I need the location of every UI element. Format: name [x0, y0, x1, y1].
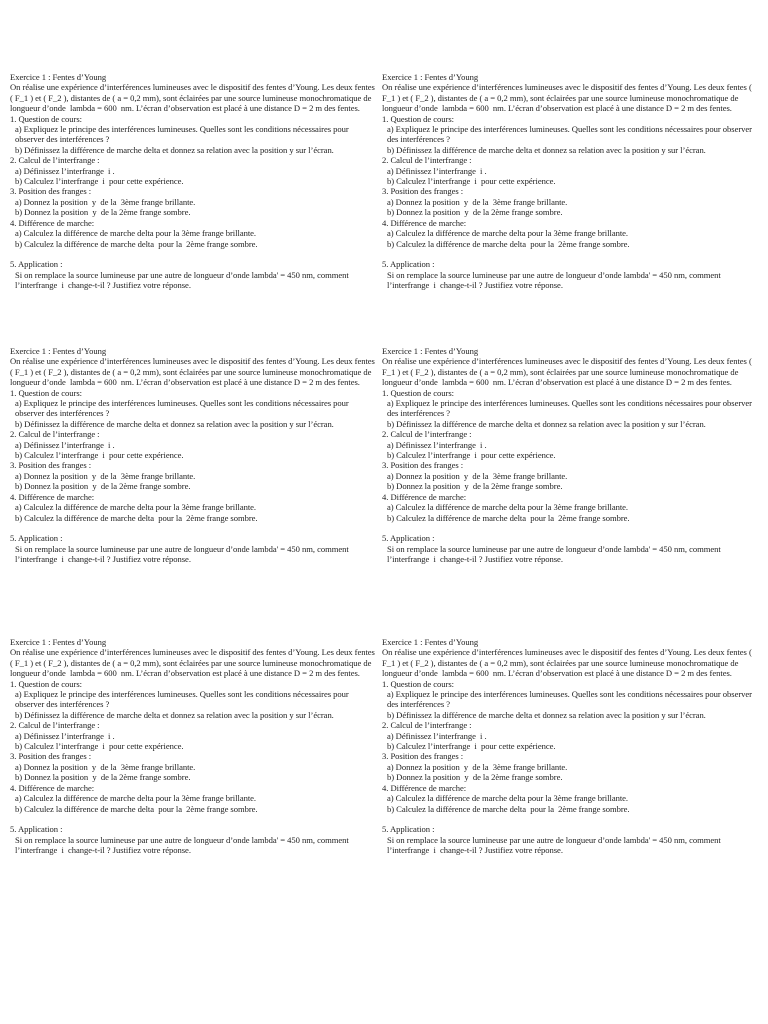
- q1-b: b) Définissez la différence de marche delta et donnez sa relation avec la position y sur l’écran.: [15, 709, 334, 720]
- exercise-block: [382, 346, 760, 565]
- q1-heading: 1. Question de cours:: [382, 678, 454, 689]
- q5-text: Si on remplace la source lumineuse par une autre de longueur d’onde lambda' = 450 nm, comment l’interfrange i change-t-il ? Justifiez votre réponse.: [387, 269, 723, 291]
- q2-b: b) Calculez l’interfrange i pour cette expérience.: [15, 450, 184, 461]
- q2-a: a) Définissez l’interfrange i .: [15, 730, 115, 741]
- q3-heading: 3. Position des franges :: [10, 751, 92, 762]
- exercise-title: Exercice 1 : Fentes d’Young: [10, 346, 107, 356]
- q1-heading: 1. Question de cours:: [382, 113, 454, 124]
- q1-b: b) Définissez la différence de marche delta et donnez sa relation avec la position y sur l’écran.: [15, 144, 334, 155]
- q1-b: b) Définissez la différence de marche delta et donnez sa relation avec la position y sur l’écran.: [387, 709, 706, 720]
- exercise-intro: On réalise une expérience d’interférences lumineuses avec le dispositif des fentes d’Young. Les deux fentes ( F_1 ) et ( F_2 ), distantes de ( a = 0,2 mm), sont éclairées par une source lumineuse monochromatique de longueur d’onde lambda = 600 nm. L’écran d’observation est placé à une distance D = 2 m des fentes.: [10, 82, 377, 114]
- spacer: [382, 523, 760, 533]
- q4-a: a) Calculez la différence de marche delta pour la 3ème frange brillante.: [387, 502, 629, 513]
- q3-b: b) Donnez la position y de la 2ème frange sombre.: [15, 207, 191, 218]
- q2-a: a) Définissez l’interfrange i .: [387, 730, 487, 741]
- q2-b: b) Calculez l’interfrange i pour cette expérience.: [387, 176, 556, 187]
- exercise-title: Exercice 1 : Fentes d’Young: [10, 637, 107, 647]
- q2-heading: 2. Calcul de l’interfrange :: [10, 429, 100, 440]
- exercise-block: [382, 72, 760, 291]
- q3-a: a) Donnez la position y de la 3ème frange brillante.: [387, 470, 568, 481]
- q2-a: a) Définissez l’interfrange i .: [15, 165, 115, 176]
- q3-heading: 3. Position des franges :: [382, 751, 464, 762]
- exercise-block: [382, 637, 760, 856]
- spacer: [10, 814, 378, 824]
- q1-b: b) Définissez la différence de marche delta et donnez sa relation avec la position y sur l’écran.: [387, 144, 706, 155]
- q1-a: a) Expliquez le principe des interférences lumineuses. Quelles sont les conditions nécessaires pour observer des interférences ?: [387, 398, 755, 419]
- q2-b: b) Calculez l’interfrange i pour cette expérience.: [387, 450, 556, 461]
- q2-heading: 2. Calcul de l’interfrange :: [10, 155, 100, 166]
- q2-a: a) Définissez l’interfrange i .: [387, 439, 487, 450]
- q3-heading: 3. Position des franges :: [10, 186, 92, 197]
- exercise-block: [10, 346, 378, 565]
- q2-heading: 2. Calcul de l’interfrange :: [382, 429, 472, 440]
- q1-b: b) Définissez la différence de marche delta et donnez sa relation avec la position y sur l’écran.: [387, 418, 706, 429]
- q1-heading: 1. Question de cours:: [10, 387, 82, 398]
- q3-a: a) Donnez la position y de la 3ème frange brillante.: [15, 196, 196, 207]
- exercise-block: [10, 637, 378, 856]
- q2-a: a) Définissez l’interfrange i .: [15, 439, 115, 450]
- q3-b: b) Donnez la position y de la 2ème frange sombre.: [15, 772, 191, 783]
- q4-a: a) Calculez la différence de marche delta pour la 3ème frange brillante.: [15, 502, 257, 513]
- q4-a: a) Calculez la différence de marche delta pour la 3ème frange brillante.: [387, 228, 629, 239]
- q4-a: a) Calculez la différence de marche delta pour la 3ème frange brillante.: [387, 793, 629, 804]
- q1-a: a) Expliquez le principe des interférences lumineuses. Quelles sont les conditions nécessaires pour observer des interférences ?: [15, 124, 351, 145]
- q3-a: a) Donnez la position y de la 3ème frange brillante.: [387, 196, 568, 207]
- exercise-intro: On réalise une expérience d’interférences lumineuses avec le dispositif des fentes d’Young. Les deux fentes ( F_1 ) et ( F_2 ), distantes de ( a = 0,2 mm), sont éclairées par une source lumineuse monochromatique de longueur d’onde lambda = 600 nm. L’écran d’observation est placé à une distance D = 2 m des fentes.: [10, 356, 377, 388]
- q2-b: b) Calculez l’interfrange i pour cette expérience.: [15, 741, 184, 752]
- q3-heading: 3. Position des franges :: [382, 186, 464, 197]
- q4-b: b) Calculez la différence de marche delta pour la 2ème frange sombre.: [387, 512, 630, 523]
- q5-text: Si on remplace la source lumineuse par une autre de longueur d’onde lambda' = 450 nm, comment l’interfrange i change-t-il ? Justifiez votre réponse.: [387, 543, 723, 565]
- q2-heading: 2. Calcul de l’interfrange :: [382, 720, 472, 731]
- q5-text: Si on remplace la source lumineuse par une autre de longueur d’onde lambda' = 450 nm, comment l’interfrange i change-t-il ? Justifiez votre réponse.: [15, 269, 351, 291]
- q1-a: a) Expliquez le principe des interférences lumineuses. Quelles sont les conditions nécessaires pour observer des interférences ?: [387, 689, 755, 710]
- q3-a: a) Donnez la position y de la 3ème frange brillante.: [15, 470, 196, 481]
- q2-b: b) Calculez l’interfrange i pour cette expérience.: [15, 176, 184, 187]
- q4-b: b) Calculez la différence de marche delta pour la 2ème frange sombre.: [387, 803, 630, 814]
- q4-b: b) Calculez la différence de marche delta pour la 2ème frange sombre.: [15, 512, 258, 523]
- q5-heading: 5. Application :: [382, 259, 435, 270]
- q4-heading: 4. Différence de marche:: [10, 491, 95, 502]
- exercise-intro: On réalise une expérience d’interférences lumineuses avec le dispositif des fentes d’Young. Les deux fentes ( F_1 ) et ( F_2 ), distantes de ( a = 0,2 mm), sont éclairées par une source lumineuse monochromatique de longueur d’onde lambda = 600 nm. L’écran d’observation est placé à une distance D = 2 m des fentes.: [382, 82, 754, 114]
- q5-heading: 5. Application :: [10, 533, 63, 544]
- q4-b: b) Calculez la différence de marche delta pour la 2ème frange sombre.: [15, 803, 258, 814]
- q4-b: b) Calculez la différence de marche delta pour la 2ème frange sombre.: [15, 238, 258, 249]
- q4-heading: 4. Différence de marche:: [382, 217, 467, 228]
- exercise-title: Exercice 1 : Fentes d’Young: [382, 72, 479, 82]
- q2-a: a) Définissez l’interfrange i .: [387, 165, 487, 176]
- q3-b: b) Donnez la position y de la 2ème frange sombre.: [15, 481, 191, 492]
- q3-a: a) Donnez la position y de la 3ème frange brillante.: [387, 761, 568, 772]
- q3-b: b) Donnez la position y de la 2ème frange sombre.: [387, 481, 563, 492]
- spacer: [382, 249, 760, 259]
- q4-heading: 4. Différence de marche:: [382, 491, 467, 502]
- q4-a: a) Calculez la différence de marche delta pour la 3ème frange brillante.: [15, 228, 257, 239]
- q2-heading: 2. Calcul de l’interfrange :: [382, 155, 472, 166]
- q2-b: b) Calculez l’interfrange i pour cette expérience.: [387, 741, 556, 752]
- exercise-title: Exercice 1 : Fentes d’Young: [10, 72, 107, 82]
- q4-a: a) Calculez la différence de marche delta pour la 3ème frange brillante.: [15, 793, 257, 804]
- q4-heading: 4. Différence de marche:: [382, 782, 467, 793]
- q3-a: a) Donnez la position y de la 3ème frange brillante.: [15, 761, 196, 772]
- q5-text: Si on remplace la source lumineuse par une autre de longueur d’onde lambda' = 450 nm, comment l’interfrange i change-t-il ? Justifiez votre réponse.: [387, 834, 723, 856]
- q1-a: a) Expliquez le principe des interférences lumineuses. Quelles sont les conditions nécessaires pour observer des interférences ?: [15, 398, 351, 419]
- q1-heading: 1. Question de cours:: [10, 678, 82, 689]
- q1-heading: 1. Question de cours:: [382, 387, 454, 398]
- q3-heading: 3. Position des franges :: [10, 460, 92, 471]
- q3-heading: 3. Position des franges :: [382, 460, 464, 471]
- spacer: [10, 249, 378, 259]
- q1-heading: 1. Question de cours:: [10, 113, 82, 124]
- exercise-title: Exercice 1 : Fentes d’Young: [382, 637, 479, 647]
- exercise-block: [10, 72, 378, 291]
- exercise-intro: On réalise une expérience d’interférences lumineuses avec le dispositif des fentes d’Young. Les deux fentes ( F_1 ) et ( F_2 ), distantes de ( a = 0,2 mm), sont éclairées par une source lumineuse monochromatique de longueur d’onde lambda = 600 nm. L’écran d’observation est placé à une distance D = 2 m des fentes.: [382, 356, 754, 388]
- q5-heading: 5. Application :: [382, 824, 435, 835]
- exercise-title: Exercice 1 : Fentes d’Young: [382, 346, 479, 356]
- q5-text: Si on remplace la source lumineuse par une autre de longueur d’onde lambda' = 450 nm, comment l’interfrange i change-t-il ? Justifiez votre réponse.: [15, 834, 351, 856]
- q4-b: b) Calculez la différence de marche delta pour la 2ème frange sombre.: [387, 238, 630, 249]
- exercise-intro: On réalise une expérience d’interférences lumineuses avec le dispositif des fentes d’Young. Les deux fentes ( F_1 ) et ( F_2 ), distantes de ( a = 0,2 mm), sont éclairées par une source lumineuse monochromatique de longueur d’onde lambda = 600 nm. L’écran d’observation est placé à une distance D = 2 m des fentes.: [382, 647, 754, 679]
- q5-heading: 5. Application :: [382, 533, 435, 544]
- q3-b: b) Donnez la position y de la 2ème frange sombre.: [387, 772, 563, 783]
- q1-a: a) Expliquez le principe des interférences lumineuses. Quelles sont les conditions nécessaires pour observer des interférences ?: [387, 124, 755, 145]
- spacer: [10, 523, 378, 533]
- q3-b: b) Donnez la position y de la 2ème frange sombre.: [387, 207, 563, 218]
- spacer: [382, 814, 760, 824]
- q4-heading: 4. Différence de marche:: [10, 217, 95, 228]
- q1-a: a) Expliquez le principe des interférences lumineuses. Quelles sont les conditions nécessaires pour observer des interférences ?: [15, 689, 351, 710]
- q5-heading: 5. Application :: [10, 824, 63, 835]
- q5-heading: 5. Application :: [10, 259, 63, 270]
- q2-heading: 2. Calcul de l’interfrange :: [10, 720, 100, 731]
- q5-text: Si on remplace la source lumineuse par une autre de longueur d’onde lambda' = 450 nm, comment l’interfrange i change-t-il ? Justifiez votre réponse.: [15, 543, 351, 565]
- q4-heading: 4. Différence de marche:: [10, 782, 95, 793]
- exercise-intro: On réalise une expérience d’interférences lumineuses avec le dispositif des fentes d’Young. Les deux fentes ( F_1 ) et ( F_2 ), distantes de ( a = 0,2 mm), sont éclairées par une source lumineuse monochromatique de longueur d’onde lambda = 600 nm. L’écran d’observation est placé à une distance D = 2 m des fentes.: [10, 647, 377, 679]
- q1-b: b) Définissez la différence de marche delta et donnez sa relation avec la position y sur l’écran.: [15, 418, 334, 429]
